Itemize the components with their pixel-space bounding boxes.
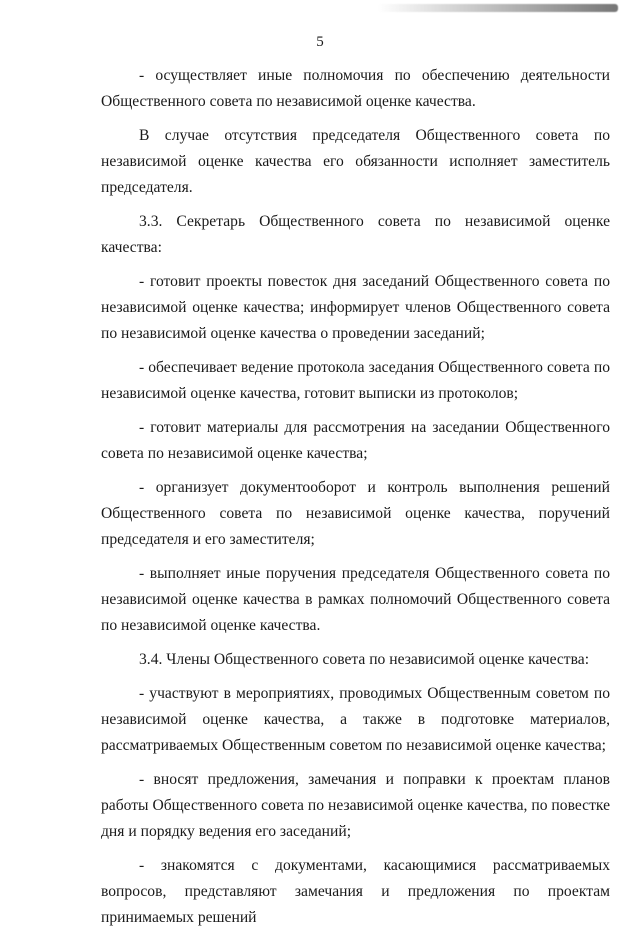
paragraph: - осуществляет иные полномочия по обеспечению деятельности Общественного совета по независимой оценке качества. bbox=[101, 67, 610, 110]
paragraph: - обеспечивает ведение протокола заседания Общественного совета по независимой оценке качества, готовит выписки из протоколов; bbox=[101, 359, 610, 402]
paragraph: - участвуют в мероприятиях, проводимых Общественным советом по независимой оценке качества, а также в подготовке материалов, рассматриваемых Общественным советом по независимой оценке качества; bbox=[101, 685, 610, 754]
paragraph: - организует документооборот и контроль выполнения решений Общественного совета по независимой оценке качества, поручений председателя и его заместителя; bbox=[101, 479, 610, 548]
scan-artifact bbox=[378, 4, 618, 12]
paragraph: В случае отсутствия председателя Общественного совета по независимой оценке качества его обязанности исполняет заместитель председателя. bbox=[101, 127, 610, 196]
page-number: 5 bbox=[316, 34, 324, 50]
section-heading: 3.4. Члены Общественного совета по независимой оценке качества: bbox=[139, 651, 590, 668]
paragraph: - вносят предложения, замечания и поправки к проектам планов работы Общественного совета по независимой оценке качества, по повестке дня и порядку ведения его заседаний; bbox=[101, 771, 610, 840]
paragraph: - готовит проекты повесток дня заседаний Общественного совета по независимой оценке качества; информирует членов Общественного совета по независимой оценке качества о проведении заседаний; bbox=[101, 273, 610, 342]
paragraph: - знакомятся с документами, касающимися рассматриваемых вопросов, представляют замечания и предложения по проектам принимаемых решений bbox=[101, 857, 610, 926]
section-heading: 3.3. Секретарь Общественного совета по независимой оценке качества: bbox=[101, 213, 610, 256]
paragraph: - выполняет иные поручения председателя Общественного совета по независимой оценке качества в рамках полномочий Общественного совета по независимой оценке качества. bbox=[101, 565, 610, 634]
paragraph: - готовит материалы для рассмотрения на заседании Общественного совета по независимой оценке качества; bbox=[101, 419, 610, 462]
document-body bbox=[101, 63, 610, 939]
